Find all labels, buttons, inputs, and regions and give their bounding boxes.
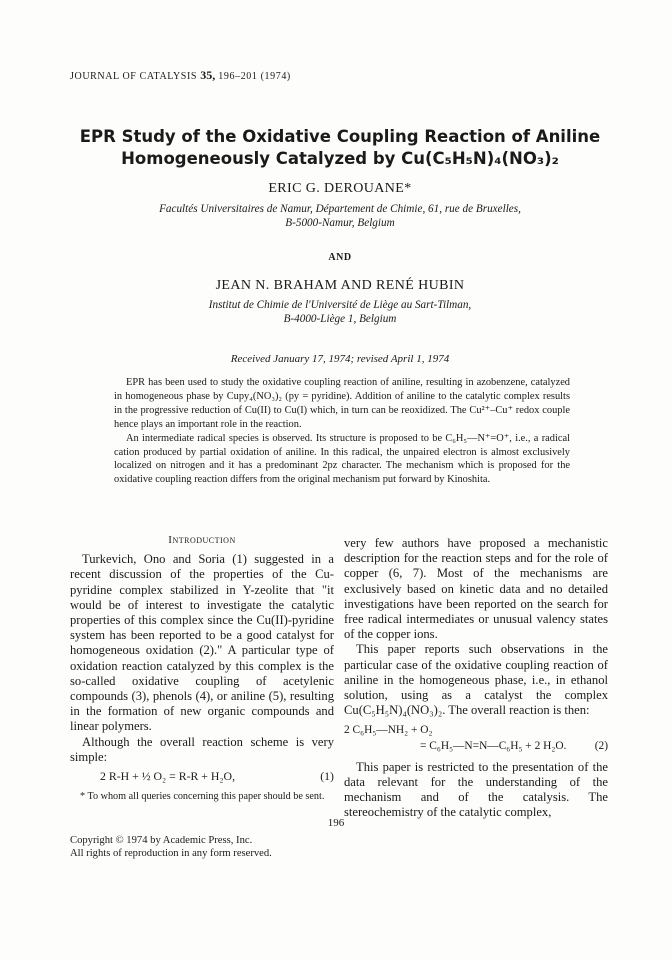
journal-name: JOURNAL OF CATALYSIS [70, 71, 198, 82]
affiliation-2-line-2: B-4000-Liège 1, Belgium [283, 313, 397, 325]
section-heading-introduction: Introduction [168, 534, 236, 546]
affiliation-2 [70, 298, 610, 326]
received-dates: Received January 17, 1974; revised April 1, 1974 [230, 353, 450, 365]
equation-2-line-1: 2 C₆H₅—NH₂ + O₂ [344, 724, 433, 737]
equation-2-line-2: = C₆H₅—N=N—C₆H₅ + 2 H₂O. [420, 739, 567, 752]
title-line-1: EPR Study of the Oxidative Coupling Reaction of Aniline [79, 127, 601, 146]
author-1: ERIC G. DEROUANE* [268, 181, 412, 196]
copyright-line-2: All rights of reproduction in any form reserved. [70, 848, 272, 859]
abstract-paragraph-2: An intermediate radical species is observed. Its structure is proposed to be C₆H₅—N⁺=O⁺, i.e., a radical cation produced by partial oxidation of aniline. In this radical, the unpaired electron is almost exclusively localized on nitrogen and it has a predominant 2pz character. The mechanism which is proposed for the oxidative coupling reaction differs from the original mechanism put forward by Kinoshita. [114, 432, 570, 486]
intro-paragraph-2: Although the overall reaction scheme is very simple: [70, 734, 334, 764]
abstract-paragraph-1: EPR has been used to study the oxidative coupling reaction of aniline, resulting in azobenzene, catalyzed in homogeneous phase by Cupy₄(NO₃)₂ (py = pyridine). Addition of aniline to the catalytic complex results in the progressive reduction of Cu(II) to Cu(I) which, in turn can be reoxidized. The Cu²⁺–Cu⁺ redox couple hence plays an important role in the reaction. [114, 377, 570, 430]
right-paragraph-2: This paper reports such observations in the particular case of the oxidative coupling reaction of aniline in the homogeneous phase, i.e., in ethanol solution, using as a catalyst the complex Cu(C₅H₅N)₄(NO₃)₂. The overall reaction is then: [344, 642, 608, 718]
journal-pages-year: 196–201 (1974) [218, 71, 291, 82]
right-paragraph-3: This paper is restricted to the presentation of the data relevant for the understanding of the mechanism and of the catalysis. The stereochemistry of the catalytic complex, [344, 759, 608, 820]
page-number: 196 [327, 817, 345, 829]
right-paragraph-1: very few authors have proposed a mechanistic description for the reaction steps and for the role of copper (6, 7). Most of the mechanisms are exclusively based on kinetic data and no detailed investigations have been reported on the search for free radical intermediates or unusual valency states of the copper ions. [344, 536, 608, 642]
affiliation-1-line-2: B-5000-Namur, Belgium [285, 217, 395, 229]
equation-1 [70, 769, 334, 784]
affiliation-2-line-1: Institut de Chimie de l'Université de Liège au Sart-Tilman, [208, 299, 472, 311]
article-title [70, 126, 610, 170]
author-conjunction: AND [328, 252, 352, 263]
abstract [114, 376, 570, 487]
intro-paragraph-1: Turkevich, Ono and Soria (1) suggested in a recent discussion of the properties of the Cu-pyridine complex stabilized in Y-zeolite that "it would be of interest to investigate the catalytic properties of this complex since the Cu(II)-pyridine system has been reported to be a good catalyst for homogeneous oxidation (2)." A particular type of oxidation reaction catalyzed by this complex is the so-called oxidative coupling of acetylenic compounds (3), phenols (4), or aniline (5), resulting in the formation of new organic compounds and linear polymers. [70, 552, 334, 734]
equation-1-number: (1) [320, 769, 334, 784]
journal-header [70, 68, 610, 83]
equation-2-line-2-row [344, 739, 608, 754]
footnote: * To whom all queries concerning this paper should be sent. [80, 791, 325, 803]
left-column [70, 533, 334, 803]
author-2: JEAN N. BRAHAM AND RENÉ HUBIN [215, 278, 465, 293]
copyright-notice [70, 834, 370, 860]
copyright-line-1: Copyright © 1974 by Academic Press, Inc. [70, 835, 253, 846]
equation-2 [344, 723, 608, 753]
right-column [344, 536, 608, 821]
affiliation-1-line-1: Facultés Universitaires de Namur, Département de Chimie, 61, rue de Bruxelles, [159, 203, 521, 215]
affiliation-1 [70, 202, 610, 230]
journal-volume: 35, [200, 68, 216, 82]
equation-1-body: 2 R-H + ½ O₂ = R-R + H₂O, [100, 769, 236, 784]
title-line-2: Homogeneously Catalyzed by Cu(C₅H₅N)₄(NO₃)₂ [121, 149, 559, 168]
equation-2-number: (2) [594, 739, 608, 752]
